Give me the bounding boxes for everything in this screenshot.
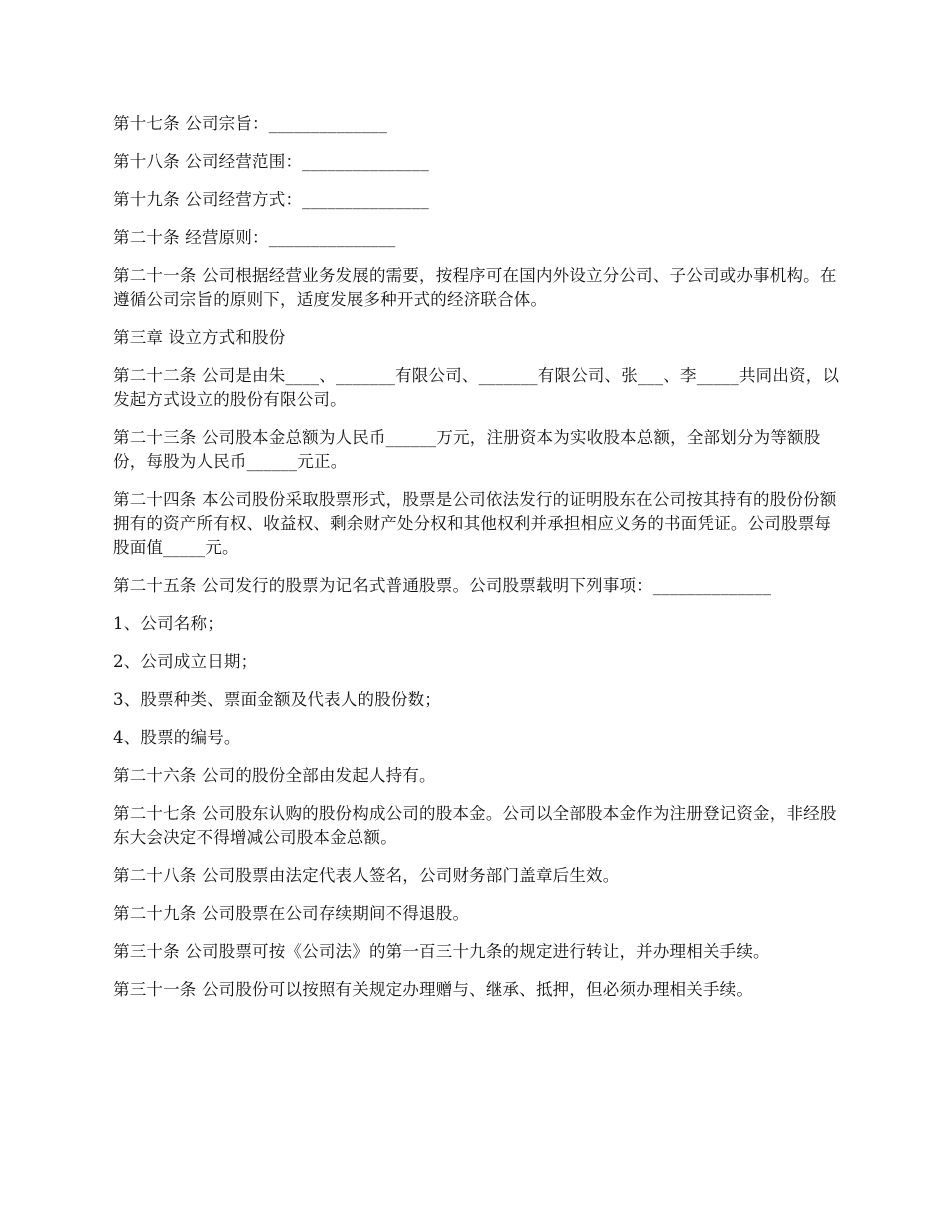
article-27: 第二十七条 公司股东认购的股份构成公司的股本金。公司以全部股本金作为注册登记资金，非经股东大会决定不得增减公司股本金总额。: [113, 804, 837, 847]
list-item-1: 1、公司名称；: [113, 614, 224, 633]
article-24: 第二十四条 本公司股份采取股票形式，股票是公司依法发行的证明股东在公司按其持有的股份份额拥有的资产所有权、收益权、剩余财产处分权和其他权利并承担相应义务的书面凭证。公司股票每股面值_____元。: [113, 490, 837, 557]
article-21: 第二十一条 公司根据经营业务发展的需要，按程序可在国内外设立分公司、子公司或办事机构。在遵循公司宗旨的原则下，适度发展多种开式的经济联合体。: [113, 266, 837, 309]
article-22: 第二十二条 公司是由朱____、_______有限公司、_______有限公司、张___、李_____共同出资，以发起方式设立的股份有限公司。: [113, 366, 840, 409]
article-19: 第十九条 公司经营方式：_______________: [113, 190, 429, 209]
article-25: 第二十五条 公司发行的股票为记名式普通股票。公司股票载明下列事项：______________: [113, 576, 772, 595]
chapter-3-heading: 第三章 设立方式和股份: [113, 328, 286, 347]
article-20: 第二十条 经营原则：_______________: [113, 228, 396, 247]
article-23: 第二十三条 公司股本金总额为人民币______万元，注册资本为实收股本总额，全部划分为等额股份，每股为人民币______元正。: [113, 428, 821, 471]
article-29: 第二十九条 公司股票在公司存续期间不得退股。: [113, 904, 470, 923]
article-30: 第三十条 公司股票可按《公司法》的第一百三十九条的规定进行转让，并办理相关手续。: [113, 942, 770, 961]
article-18: 第十八条 公司经营范围：_______________: [113, 152, 429, 171]
article-28: 第二十八条 公司股票由法定代表人签名，公司财务部门盖章后生效。: [113, 866, 620, 885]
article-31: 第三十一条 公司股份可以按照有关规定办理赠与、继承、抵押，但必须办理相关手续。: [113, 980, 754, 999]
list-item-4: 4、股票的编号。: [113, 728, 241, 747]
list-item-3: 3、股票种类、票面金额及代表人的股份数；: [113, 690, 441, 709]
list-item-2: 2、公司成立日期；: [113, 652, 258, 671]
document-body: [113, 112, 843, 1016]
article-17: 第十七条 公司宗旨：______________: [113, 114, 388, 133]
article-26: 第二十六条 公司的股份全部由发起人持有。: [113, 766, 436, 785]
